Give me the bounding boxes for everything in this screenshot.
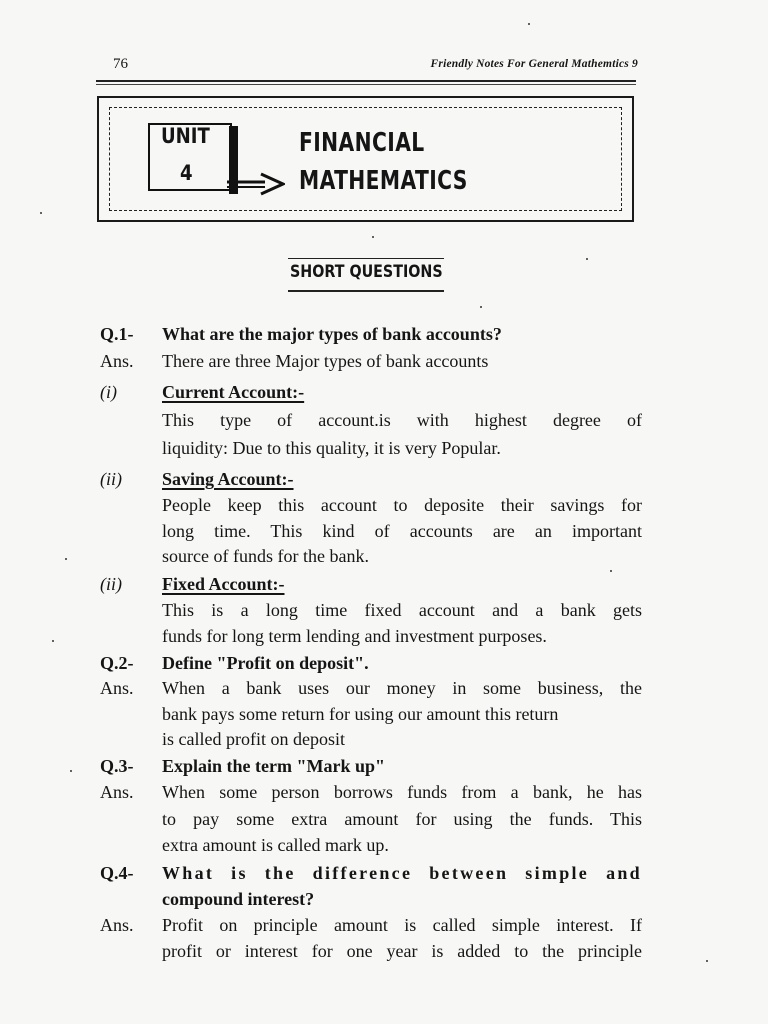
- q1-item2-label: (ii): [100, 469, 122, 489]
- q4-question-line1: What is the difference between simple and: [162, 863, 642, 883]
- scan-speck: [610, 570, 612, 572]
- scan-speck: [40, 212, 42, 214]
- unit-title-line2: MATHEMATICS: [299, 166, 468, 196]
- q3-ans-label: Ans.: [100, 782, 134, 802]
- q4-ans-label: Ans.: [100, 915, 134, 935]
- scan-speck: [70, 770, 72, 772]
- scan-speck: [528, 23, 530, 25]
- section-heading-rule-top: [288, 258, 444, 259]
- unit-title: [299, 124, 468, 200]
- q4-label: Q.4-: [100, 863, 134, 883]
- q1-item3-text-line1: This is a long time fixed account and a bank gets: [162, 600, 642, 620]
- scan-speck: [372, 236, 374, 238]
- q3-question: Explain the term "Mark up": [162, 756, 385, 776]
- header-rule: [96, 80, 636, 82]
- q3-label: Q.3-: [100, 756, 134, 776]
- q1-item3-text-line2: funds for long term lending and investment purposes.: [162, 626, 547, 646]
- q1-item2-heading: Saving Account:-: [162, 469, 294, 489]
- unit-label: UNIT: [161, 124, 210, 148]
- unit-title-line1: FINANCIAL: [299, 128, 425, 158]
- page-number: 76: [113, 56, 128, 72]
- q4-answer-line1: Profit on principle amount is called simple interest. If: [162, 915, 642, 935]
- q1-question: What are the major types of bank accounts?: [162, 324, 502, 344]
- scan-speck: [65, 558, 67, 560]
- q1-ans-label: Ans.: [100, 351, 134, 371]
- q3-answer-line3: extra amount is called mark up.: [162, 835, 389, 855]
- q1-item1-text-line1: This type of account.is with highest degree of: [162, 410, 642, 430]
- arrow-right-icon: [225, 168, 285, 196]
- q4-answer-line2: profit or interest for one year is added to the principle: [162, 941, 642, 961]
- q1-item2-text-line1: People keep this account to deposite their savings for: [162, 495, 642, 515]
- q2-answer-line1: When a bank uses our money in some business, the: [162, 678, 642, 698]
- q1-item1-text-line2: liquidity: Due to this quality, it is very Popular.: [162, 438, 501, 458]
- q2-answer-line2: bank pays some return for using our amount this return: [162, 704, 559, 724]
- header-rule-thin: [96, 84, 636, 85]
- scan-speck: [706, 960, 708, 962]
- q1-item2-text-line3: source of funds for the bank.: [162, 546, 369, 566]
- q2-answer-line3: is called profit on deposit: [162, 729, 345, 749]
- running-title: Friendly Notes For General Mathemtics 9: [430, 58, 638, 70]
- q2-ans-label: Ans.: [100, 678, 134, 698]
- q1-item1-label: (i): [100, 382, 117, 402]
- q1-label: Q.1-: [100, 324, 134, 344]
- q3-answer-line2: to pay some extra amount for using the funds. This: [162, 809, 642, 829]
- q1-item1-heading: Current Account:-: [162, 382, 305, 402]
- scan-speck: [52, 640, 54, 642]
- q1-item2-text-line2: long time. This kind of accounts are an important: [162, 521, 642, 541]
- q1-item3-label: (ii): [100, 574, 122, 594]
- q1-item3-heading: Fixed Account:-: [162, 574, 285, 594]
- scan-speck: [586, 258, 588, 260]
- scan-speck: [480, 306, 482, 308]
- q2-question: Define "Profit on deposit".: [162, 653, 369, 673]
- section-heading: SHORT QUESTIONS: [290, 262, 443, 282]
- q4-question-line2: compound interest?: [162, 889, 315, 909]
- q3-answer-line1: When some person borrows funds from a bank, he has: [162, 782, 642, 802]
- section-heading-rule-bottom: [288, 290, 444, 292]
- q1-answer: There are three Major types of bank accounts: [162, 351, 489, 371]
- unit-number: 4: [180, 161, 193, 185]
- q2-label: Q.2-: [100, 653, 134, 673]
